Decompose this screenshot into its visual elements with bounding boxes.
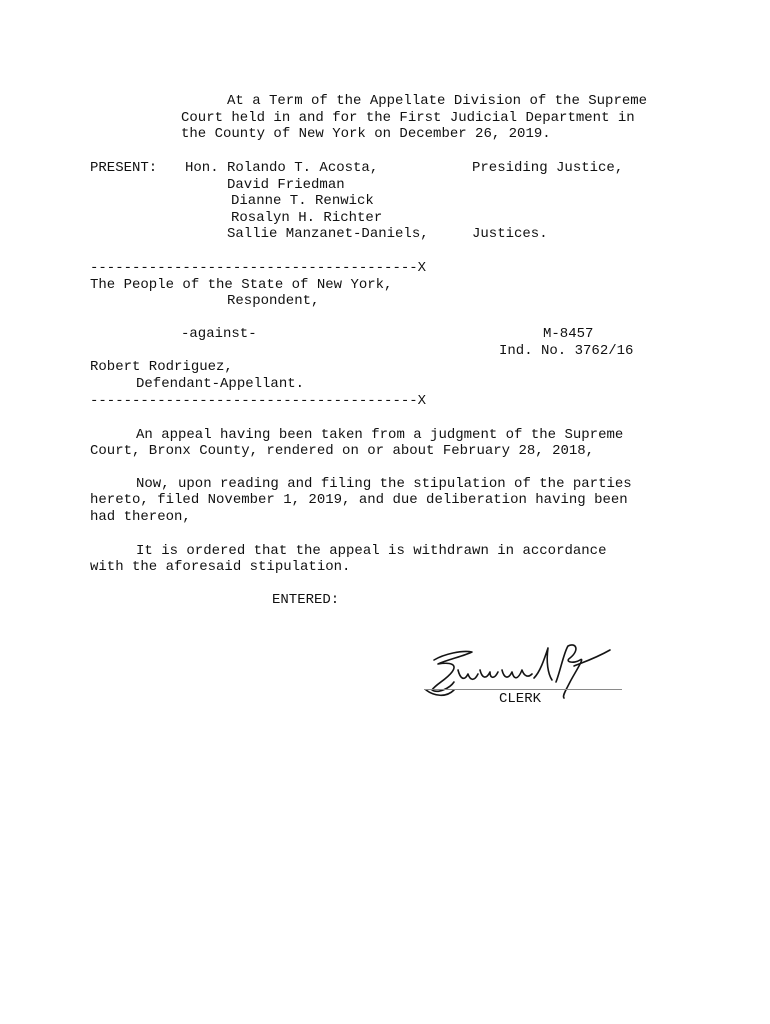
paragraph-1-line-2: Court, Bronx County, rendered on or about February 28, 2018, xyxy=(90,443,595,459)
justice-manzanet-daniels: Sallie Manzanet-Daniels, xyxy=(227,226,429,242)
justice-renwick: Dianne T. Renwick xyxy=(231,193,374,209)
paragraph-3-line-2: with the aforesaid stipulation. xyxy=(90,559,351,575)
plaintiff-role: Respondent, xyxy=(227,293,320,309)
paragraph-3-line-1: It is ordered that the appeal is withdrawn in accordance xyxy=(136,543,607,559)
heading-line-2: Court held in and for the First Judicial Department in xyxy=(181,110,635,126)
paragraph-2-line-3: had thereon, xyxy=(90,509,191,525)
clerk-label: CLERK xyxy=(499,691,542,707)
motion-number: M-8457 xyxy=(543,326,594,342)
signature-line xyxy=(424,689,622,690)
defendant-name: Robert Rodriguez, xyxy=(90,359,233,375)
indictment-number: Ind. No. 3762/16 xyxy=(499,343,634,359)
justices-title: Justices. xyxy=(472,226,548,242)
heading-line-3: the County of New York on December 26, 2019. xyxy=(181,126,551,142)
heading-line-1: At a Term of the Appellate Division of the Supreme xyxy=(227,93,648,109)
justice-friedman: David Friedman xyxy=(227,177,345,193)
justice-acosta: Hon. Rolando T. Acosta, xyxy=(185,160,379,176)
paragraph-2-line-1: Now, upon reading and filing the stipulation of the parties xyxy=(136,476,632,492)
entered-label: ENTERED: xyxy=(272,592,340,608)
defendant-role: Defendant-Appellant. xyxy=(136,376,305,392)
plaintiff-name: The People of the State of New York, xyxy=(90,277,393,293)
paragraph-2-line-2: hereto, filed November 1, 2019, and due deliberation having been xyxy=(90,492,628,508)
caption-divider-bottom: ---------------------------------------X xyxy=(90,393,427,409)
present-label: PRESENT: xyxy=(90,160,158,176)
paragraph-1-line-1: An appeal having been taken from a judgment of the Supreme xyxy=(136,427,624,443)
presiding-justice-title: Presiding Justice, xyxy=(472,160,624,176)
caption-divider-top: ---------------------------------------X xyxy=(90,260,427,276)
versus-label: -against- xyxy=(181,326,257,342)
justice-richter: Rosalyn H. Richter xyxy=(231,210,383,226)
